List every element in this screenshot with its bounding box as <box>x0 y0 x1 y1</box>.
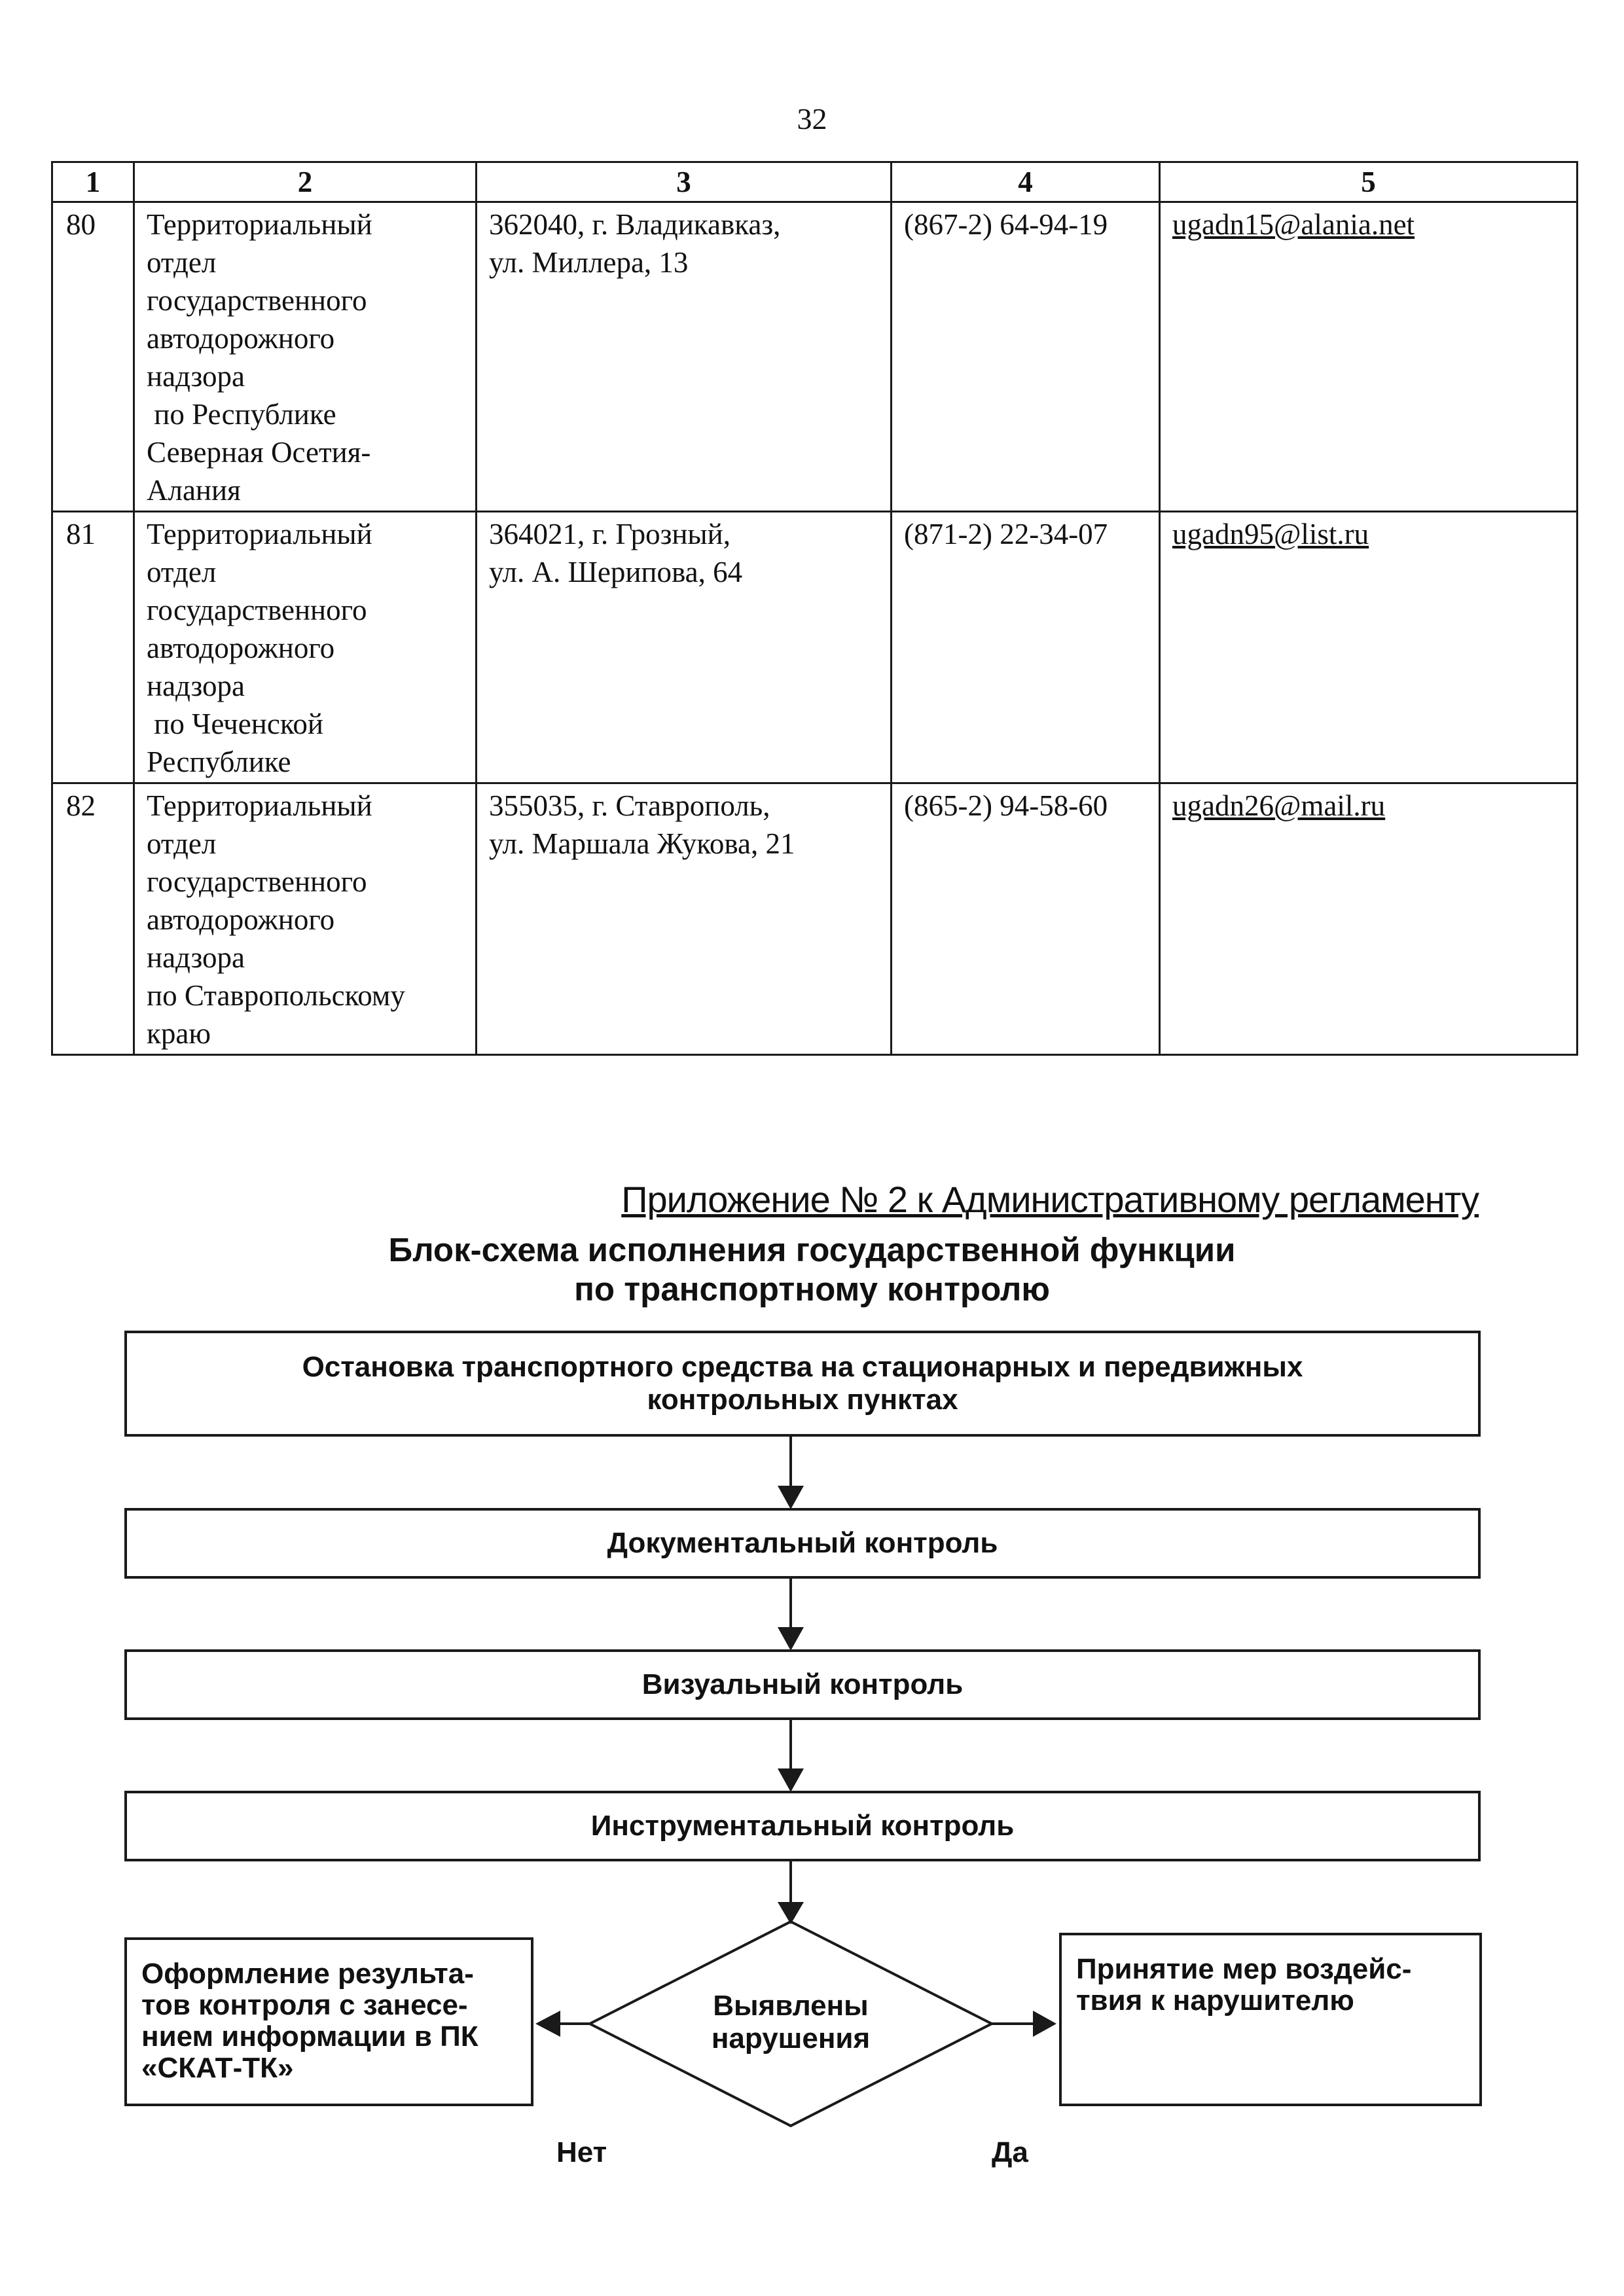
office-name-line: надзора <box>147 941 245 974</box>
decision-label <box>660 1990 922 2055</box>
office-name-line: Территориальный <box>147 789 372 822</box>
office-name-line: Алания <box>147 474 241 507</box>
office-name-line: автодорожного <box>147 322 335 355</box>
address-line: 362040, г. Владикавказ, <box>489 208 781 241</box>
outcome-text-line: «СКАТ-ТК» <box>141 2052 294 2084</box>
office-name-line: автодорожного <box>147 632 335 664</box>
arrowhead-icon <box>778 1768 804 1792</box>
outcome-text-line: твия к нарушителю <box>1076 1984 1354 2017</box>
flow-step-visual-control: Визуальный контроль <box>124 1649 1481 1720</box>
office-name-line: Территориальный <box>147 518 372 550</box>
scheme-title-line: Блок-схема исполнения государственной функции <box>388 1231 1236 1268</box>
arrowhead-icon <box>1033 2011 1056 2037</box>
phone-cell: (865-2) 94-58-60 <box>892 783 1160 1055</box>
office-name-line: государственного <box>147 284 367 317</box>
address-line: ул. Миллера, 13 <box>489 246 689 279</box>
scheme-title-line: по транспортному контролю <box>574 1270 1050 1308</box>
office-name-line: отдел <box>147 556 217 588</box>
flow-outcome-take-measures <box>1059 1933 1482 2106</box>
office-name-line: государственного <box>147 594 367 626</box>
decision-text: нарушения <box>711 2022 871 2054</box>
office-name-line: краю <box>147 1017 211 1050</box>
branch-label-no: Нет <box>556 2136 607 2168</box>
arrowhead-icon <box>535 2011 560 2037</box>
phone-cell: (871-2) 22-34-07 <box>892 512 1160 783</box>
address-line: ул. А. Шерипова, 64 <box>489 556 743 588</box>
flow-step-instrumental-control: Инструментальный контроль <box>124 1791 1481 1861</box>
column-header: 1 <box>52 162 134 202</box>
appendix-title: Приложение № 2 к Административному регламенту <box>621 1179 1479 1220</box>
arrowhead-icon <box>778 1627 804 1651</box>
decision-text: Выявлены <box>713 1990 869 2022</box>
office-name-line: отдел <box>147 827 217 860</box>
arrowhead-icon <box>778 1486 804 1509</box>
column-header: 3 <box>477 162 892 202</box>
outcome-text-line: Оформление результа- <box>141 1958 474 1990</box>
row-number: 80 <box>52 202 134 512</box>
address-line: 364021, г. Грозный, <box>489 518 731 550</box>
flow-step-document-control: Документальный контроль <box>124 1508 1481 1579</box>
office-name-line: Северная Осетия- <box>147 436 371 469</box>
office-name-line: автодорожного <box>147 903 335 936</box>
email-link[interactable]: ugadn26@mail.ru <box>1172 789 1386 822</box>
office-name-line: по Чеченской <box>147 708 323 740</box>
flow-step-vehicle-stop <box>124 1331 1481 1437</box>
row-number: 81 <box>52 512 134 783</box>
flow-step-text: Остановка транспортного средства на стационарных и передвижных <box>302 1351 1303 1383</box>
office-name-line: надзора <box>147 670 245 702</box>
email-link[interactable]: ugadn95@list.ru <box>1172 518 1369 550</box>
address-line: ул. Маршала Жукова, 21 <box>489 827 795 860</box>
office-name-line: надзора <box>147 360 245 393</box>
outcome-text-line: Принятие мер воздейс- <box>1076 1953 1412 1985</box>
row-number: 82 <box>52 783 134 1055</box>
office-name-line: по Республике <box>147 398 336 431</box>
office-name-line: Республике <box>147 745 291 778</box>
outcome-text-line: тов контроля с занесе- <box>141 1989 468 2021</box>
column-header: 5 <box>1160 162 1578 202</box>
column-header: 2 <box>134 162 477 202</box>
arrowhead-icon <box>778 1902 804 1924</box>
outcome-text-line: нием информации в ПК <box>141 2020 478 2053</box>
address-line: 355035, г. Ставрополь, <box>489 789 770 822</box>
office-name-line: по Ставропольскому <box>147 979 405 1012</box>
office-name-line: отдел <box>147 246 217 279</box>
flow-step-text: контрольных пунктах <box>647 1384 958 1416</box>
page-number: 32 <box>797 102 827 135</box>
branch-label-yes: Да <box>992 2136 1028 2168</box>
column-header: 4 <box>892 162 1160 202</box>
flow-outcome-record-results <box>124 1937 533 2106</box>
email-link[interactable]: ugadn15@alania.net <box>1172 208 1415 241</box>
office-name-line: Территориальный <box>147 208 372 241</box>
office-name-line: государственного <box>147 865 367 898</box>
phone-cell: (867-2) 64-94-19 <box>892 202 1160 512</box>
